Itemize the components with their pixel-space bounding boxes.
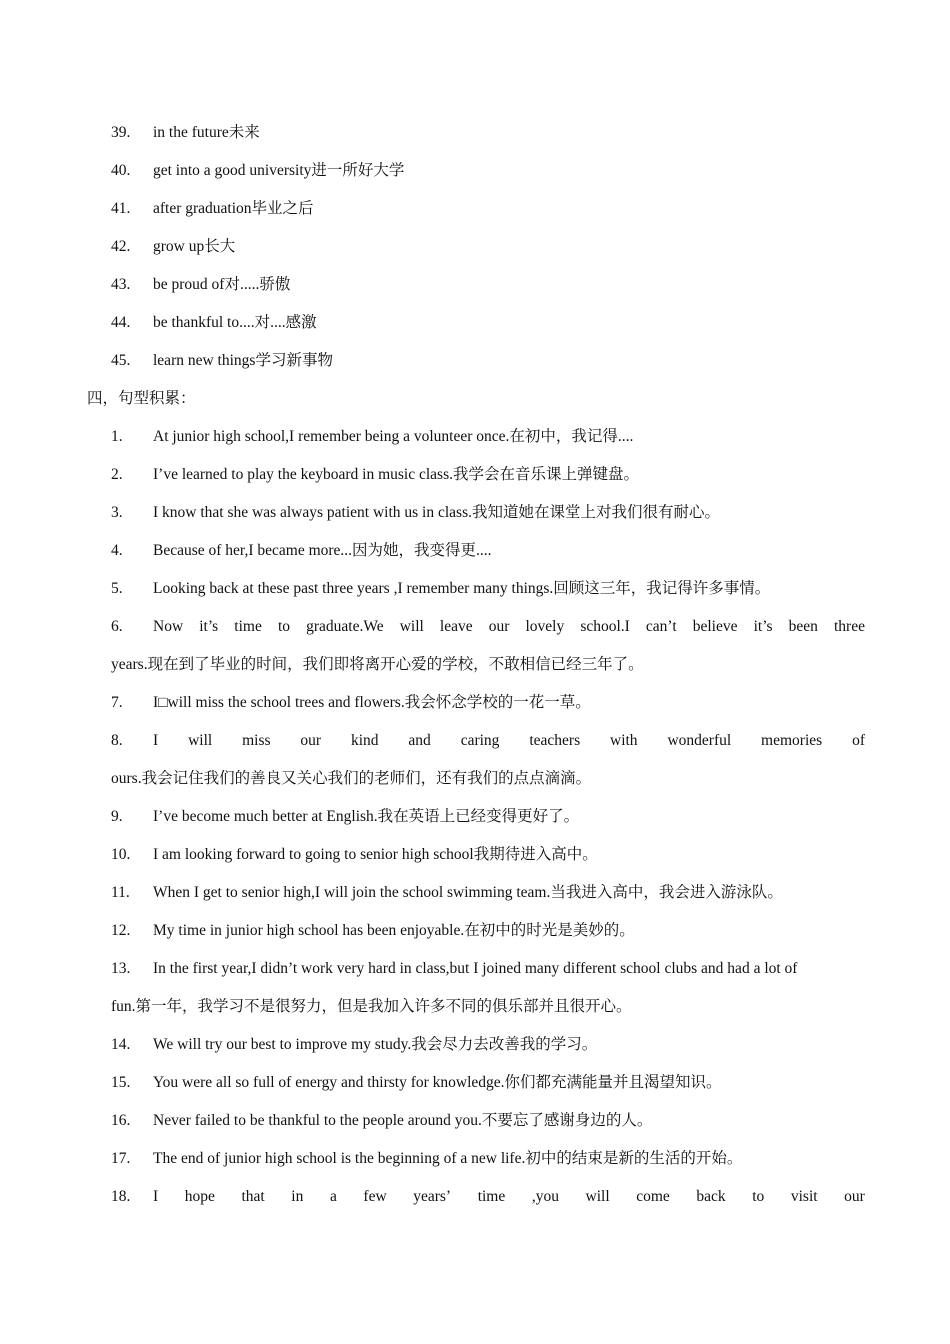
sentence-item-justified [153, 731, 865, 751]
word: three [833, 618, 865, 635]
word: leave [439, 618, 473, 635]
list-number: 43. [111, 276, 131, 293]
list-number: 18. [111, 1188, 131, 1205]
list-number: 10. [111, 846, 131, 863]
word: graduate.We [306, 618, 384, 635]
sentence-item: I’ve learned to play the keyboard in music class.我学会在音乐课上弹键盘。 [153, 466, 639, 483]
list-number: 3. [111, 504, 123, 521]
word: will [399, 618, 424, 635]
word: back [696, 1188, 726, 1205]
list-number: 17. [111, 1150, 131, 1167]
word: ,you [531, 1188, 559, 1205]
sentence-item: My time in junior high school has been enjoyable.在初中的时光是美妙的。 [153, 922, 635, 939]
vocab-item: get into a good university进一所好大学 [153, 162, 405, 179]
vocab-item: in the future未来 [153, 124, 260, 141]
word: I [153, 1188, 159, 1205]
list-number: 45. [111, 352, 131, 369]
sentence-item: We will try our best to improve my study.我会尽力去改善我的学习。 [153, 1036, 598, 1053]
word: been [788, 618, 818, 635]
sentence-item: In the first year,I didn’t work very hard in class,but I joined many different school clubs and had a lot of [153, 960, 798, 977]
word: teachers [529, 732, 581, 749]
list-number: 39. [111, 124, 131, 141]
word: years’ [413, 1188, 452, 1205]
list-number: 44. [111, 314, 131, 331]
list-number: 41. [111, 200, 131, 217]
word: of [852, 732, 865, 749]
word: I [153, 732, 159, 749]
list-number: 8. [111, 732, 123, 749]
vocab-item: grow up长大 [153, 238, 236, 255]
word: and [408, 732, 431, 749]
list-number: 4. [111, 542, 123, 559]
list-number: 9. [111, 808, 123, 825]
sentence-item: I’ve become much better at English.我在英语上已经变得更好了。 [153, 808, 580, 825]
sentence-item: The end of junior high school is the beginning of a new life.初中的结束是新的生活的开始。 [153, 1150, 743, 1167]
list-number: 15. [111, 1074, 131, 1091]
sentence-item: Looking back at these past three years ,I remember many things.回顾这三年，我记得许多事情。 [153, 580, 771, 597]
word: in [291, 1188, 304, 1205]
list-number: 11. [111, 884, 130, 901]
word: will [585, 1188, 610, 1205]
sentence-item: You were all so full of energy and thirsty for knowledge.你们都充满能量并且渴望知识。 [153, 1074, 722, 1091]
list-number: 2. [111, 466, 123, 483]
vocab-item: after graduation毕业之后 [153, 200, 314, 217]
list-number: 1. [111, 428, 123, 445]
word: visit [790, 1188, 818, 1205]
sentence-item: Never failed to be thankful to the people around you.不要忘了感谢身边的人。 [153, 1112, 653, 1129]
word: our [300, 732, 322, 749]
sentence-continuation: ours.我会记住我们的善良又关心我们的老师们，还有我们的点点滴滴。 [111, 770, 592, 787]
word: our [488, 618, 510, 635]
list-number: 14. [111, 1036, 131, 1053]
sentence-item-justified [153, 1187, 865, 1207]
word: kind [350, 732, 379, 749]
list-number: 40. [111, 162, 131, 179]
list-number: 12. [111, 922, 131, 939]
word: caring [460, 732, 500, 749]
sentence-item: Because of her,I became more...因为她，我变得更.... [153, 542, 492, 559]
sentence-item: At junior high school,I remember being a volunteer once.在初中，我记得.... [153, 428, 634, 445]
sentence-item: I know that she was always patient with us in class.我知道她在课堂上对我们很有耐心。 [153, 504, 720, 521]
list-number: 7. [111, 694, 123, 711]
word: few [363, 1188, 387, 1205]
sentence-item-justified [153, 617, 865, 637]
word: memories [761, 732, 823, 749]
sentence-item: When I get to senior high,I will join the school swimming team.当我进入高中，我会进入游泳队。 [153, 884, 783, 901]
word: believe [692, 618, 738, 635]
vocab-item: be proud of对.....骄傲 [153, 276, 291, 293]
list-number: 16. [111, 1112, 131, 1129]
vocab-item: be thankful to....对....感激 [153, 314, 317, 331]
word: will [188, 732, 213, 749]
section-heading: 四，句型积累： [87, 390, 196, 407]
vocab-item: learn new things学习新事物 [153, 352, 333, 369]
word: can’t [645, 618, 677, 635]
word: school.I [580, 618, 630, 635]
list-number: 42. [111, 238, 131, 255]
sentence-continuation: fun.第一年，我学习不是很努力，但是我加入许多不同的俱乐部并且很开心。 [111, 998, 632, 1015]
word: time [477, 1188, 506, 1205]
sentence-item: I□will miss the school trees and flowers.我会怀念学校的一花一草。 [153, 694, 591, 711]
list-number: 5. [111, 580, 123, 597]
sentence-continuation: years.现在到了毕业的时间，我们即将离开心爱的学校，不敢相信已经三年了。 [111, 656, 644, 673]
word: to [752, 1188, 765, 1205]
word: come [636, 1188, 670, 1205]
list-number: 13. [111, 960, 131, 977]
word: that [241, 1188, 265, 1205]
word: miss [242, 732, 271, 749]
word: with [610, 732, 638, 749]
word: it’s [753, 618, 773, 635]
word: a [329, 1188, 337, 1205]
word: lovely [525, 618, 565, 635]
word: Now [153, 618, 184, 635]
list-number: 6. [111, 618, 123, 635]
sentence-item: I am looking forward to going to senior high school我期待进入高中。 [153, 846, 598, 863]
word: it’s [199, 618, 219, 635]
word: hope [184, 1188, 215, 1205]
word: to [277, 618, 290, 635]
word: wonderful [667, 732, 732, 749]
word: time [234, 618, 262, 635]
word: our [844, 1188, 865, 1205]
